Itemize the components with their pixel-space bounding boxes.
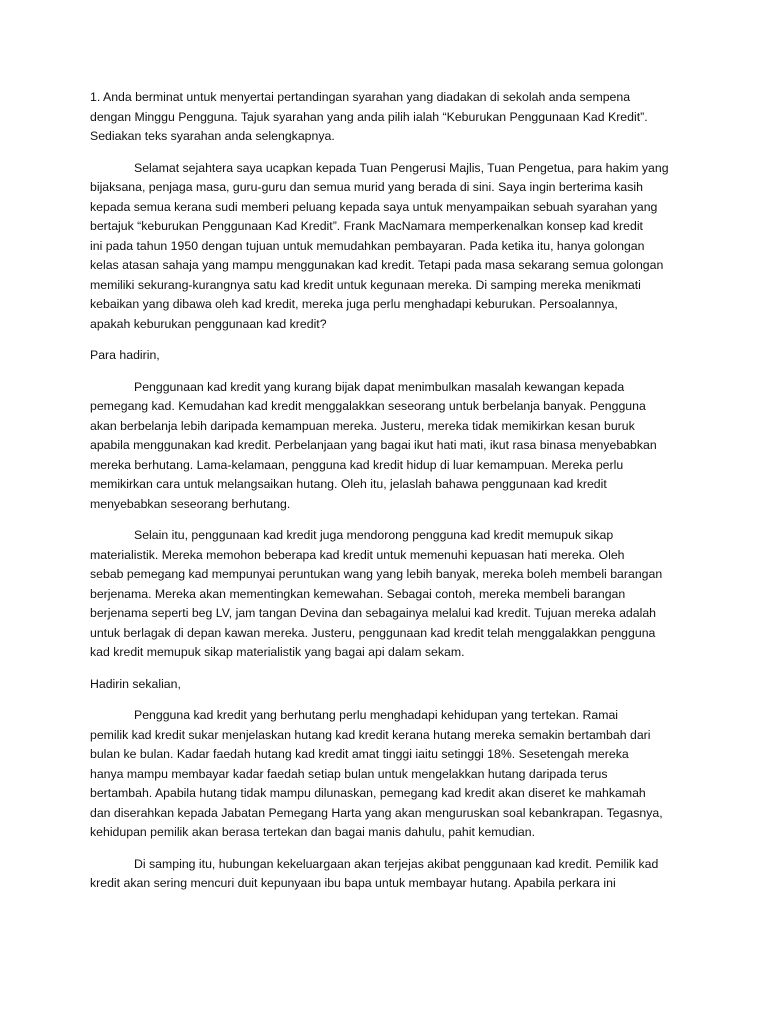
text-line: bertambah. Apabila hutang tidak mampu dilunaskan, pemegang kad kredit akan diseret ke mahkamah xyxy=(90,786,646,800)
text-line: akan berbelanja lebih daripada kemampuan mereka. Justeru, mereka tidak memikirkan kesan buruk xyxy=(90,418,635,433)
text-line: pemegang kad. Kemudahan kad kredit menggalakkan seseorang untuk berbelanja banyak. Pengguna xyxy=(90,399,646,413)
text-line: kebaikan yang dibawa oleh kad kredit, mereka juga perlu menghadapi keburukan. Persoalannya, xyxy=(90,297,618,311)
text-line: sebab pemegang kad mempunyai peruntukan wang yang lebih banyak, mereka boleh membeli barangan xyxy=(90,567,663,581)
family-paragraph xyxy=(90,855,688,894)
text-line: memikirkan cara untuk melangsaikan hutang. Oleh itu, jelaslah bahawa penggunaan kad kredit xyxy=(90,477,607,491)
text-line: memiliki sekurang-kurangnya satu kad kredit untuk kegunaan mereka. Di samping mereka menikmati xyxy=(90,277,641,292)
salutation-hadirin-sekalian xyxy=(90,675,688,695)
text-line: 1. Anda berminat untuk menyertai pertandingan syarahan yang diadakan di sekolah anda sempena xyxy=(90,90,631,104)
text-line: ini pada tahun 1950 dengan tujuan untuk memudahkan pembayaran. Pada ketika itu, hanya golongan xyxy=(90,238,645,253)
text-line: dengan Minggu Pengguna. Tajuk syarahan yang anda pilih ialah “Keburukan Penggunaan Kad Kredit”. xyxy=(90,109,648,124)
question-paragraph xyxy=(90,88,688,147)
text-line: pemilik kad kredit sukar menjelaskan hutang kad kredit kerana hutang mereka semakin bertambah dari xyxy=(90,727,651,742)
text-line: bijaksana, penjaga masa, guru-guru dan semua murid yang berada di sini. Saya ingin berterima kasih xyxy=(90,180,643,194)
document-page xyxy=(90,88,688,894)
text-line: kehidupan pemilik akan berasa tertekan dan bagai manis dahulu, pahit kemudian. xyxy=(90,825,536,839)
text-line: apabila menggunakan kad kredit. Perbelanjaan yang bagai ikut hati mati, ikut rasa binasa menyebabkan xyxy=(90,438,657,452)
text-line: kelas atasan sahaja yang mampu menggunakan kad kredit. Tetapi pada masa sekarang semua golongan xyxy=(90,258,664,272)
text-line: Penggunaan kad kredit yang kurang bijak dapat menimbulkan masalah kewangan kepada xyxy=(134,379,625,394)
text-line: Selamat sejahtera saya ucapkan kepada Tuan Pengerusi Majlis, Tuan Pengetua, para hakim yang xyxy=(134,160,669,175)
text-line: kredit akan sering mencuri duit kepunyaan ibu bapa untuk membayar hutang. Apabila perkara ini xyxy=(90,876,616,890)
text-line: materialistik. Mereka memohon beberapa kad kredit untuk memenuhi kepuasan hati mereka. Oleh xyxy=(90,547,625,562)
text-line: Para hadirin, xyxy=(90,348,160,362)
text-line: menyebabkan seseorang berhutang. xyxy=(90,496,291,511)
text-line: apakah keburukan penggunaan kad kredit? xyxy=(90,316,327,331)
text-line: kepada semua kerana sudi memberi peluang kepada saya untuk menyampaikan sebuah syarahan yang xyxy=(90,199,658,214)
text-line: berjenama seperti beg LV, jam tangan Devina dan sebagainya melalui kad kredit. Tujuan mereka adalah xyxy=(90,606,657,620)
text-line: kad kredit memupuk sikap materialistik yang bagai api dalam sekam. xyxy=(90,645,465,659)
text-line: Di samping itu, hubungan kekeluargaan akan terjejas akibat penggunaan kad kredit. Pemilik kad xyxy=(134,856,659,871)
text-line: Hadirin sekalian, xyxy=(90,676,181,691)
text-line: dan diserahkan kepada Jabatan Pemegang Harta yang akan menguruskan soal kebankrapan. Tegasnya, xyxy=(90,805,663,820)
text-line: Pengguna kad kredit yang berhutang perlu menghadapi kehidupan yang tertekan. Ramai xyxy=(134,708,619,722)
text-line: berjenama. Mereka akan mementingkan kemewahan. Sebagai contoh, mereka membeli barangan xyxy=(90,586,626,601)
stress-paragraph xyxy=(90,706,688,843)
text-line: untuk berlagak di depan kawan mereka. Justeru, penggunaan kad kredit telah menggalakkan pengguna xyxy=(90,625,656,640)
salutation-para-hadirin xyxy=(90,346,688,366)
text-line: Sediakan teks syarahan anda selengkapnya. xyxy=(90,129,335,143)
debt-paragraph xyxy=(90,378,688,515)
text-line: bertajuk “keburukan Penggunaan Kad Kredit”. Frank MacNamara memperkenalkan konsep kad kredit xyxy=(90,219,643,233)
text-line: mereka berhutang. Lama-kelamaan, pengguna kad kredit hidup di luar kemampuan. Mereka perlu xyxy=(90,457,624,472)
text-line: hanya mampu membayar kadar faedah setiap bulan untuk mengelakkan hutang daripada terus xyxy=(90,766,608,781)
text-line: Selain itu, penggunaan kad kredit juga mendorong pengguna kad kredit memupuk sikap xyxy=(134,528,614,542)
materialism-paragraph xyxy=(90,526,688,663)
text-line: bulan ke bulan. Kadar faedah hutang kad kredit amat tinggi iaitu setinggi 18%. Sesetengah mereka xyxy=(90,747,629,761)
opening-paragraph xyxy=(90,159,688,335)
